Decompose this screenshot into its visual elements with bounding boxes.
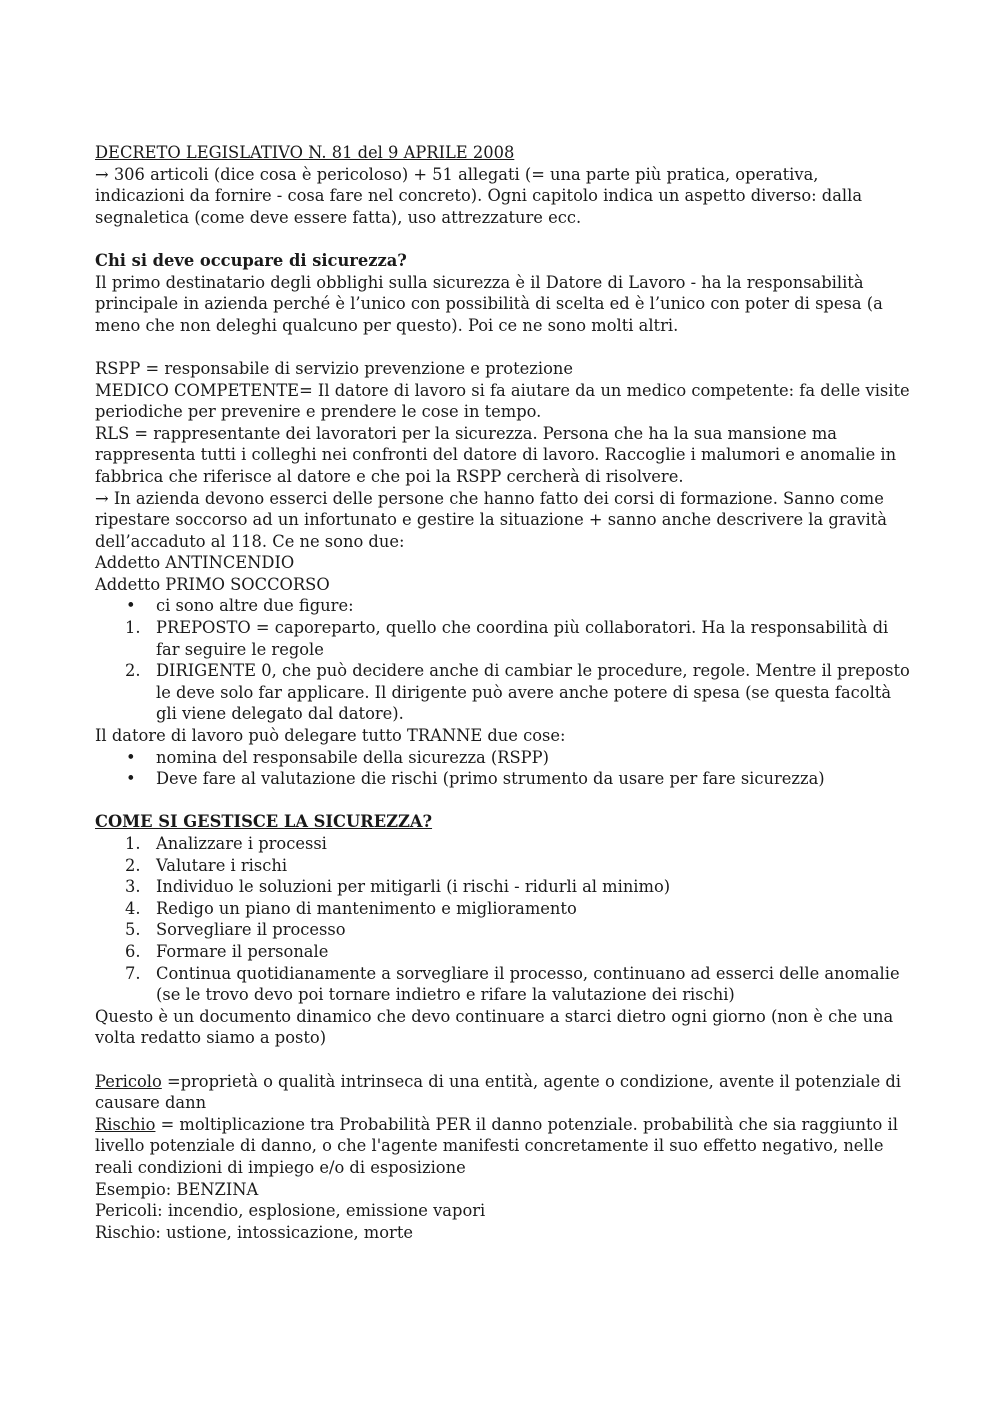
- document-title: DECRETO LEGISLATIVO N. 81 del 9 APRILE 2008: [95, 143, 515, 162]
- number-marker: 3.: [125, 877, 141, 897]
- list-item-text: nomina del responsabile della sicurezza (RSPP): [156, 747, 549, 767]
- definition-text: =proprietà o qualità intrinseca di una entità, agente o condizione, avente il potenziale di causare dann: [95, 1071, 902, 1113]
- bullet-marker: •: [126, 596, 136, 616]
- list-item-text: Valutare i rischi: [156, 855, 288, 875]
- role-medico: MEDICO COMPETENTE= Il datore di lavoro si fa aiutare da un medico competente: fa delle visite periodiche per prevenire e prendere le cose in tempo.: [95, 380, 910, 422]
- number-marker: 5.: [125, 920, 141, 940]
- section-who-paragraph: Il primo destinatario degli obblighi sulla sicurezza è il Datore di Lavoro - ha la responsabilità principale in azienda perché è l’unico con possibilità di scelta ed è l’unico con poter di spesa (a meno che non deleghi qualcuno per questo). Poi ce ne sono molti altri.: [95, 272, 883, 335]
- example-rischio: Rischio: ustione, intossicazione, morte: [95, 1222, 414, 1242]
- list-item-text: PREPOSTO = caporeparto, quello che coordina più collaboratori. Ha la responsabilità di far seguire le regole: [156, 618, 889, 659]
- list-item: [95, 963, 910, 1006]
- spacer: [95, 228, 910, 250]
- list-item-text: Redigo un piano di mantenimento e miglioramento: [156, 898, 577, 918]
- role-addetto-antincendio: Addetto ANTINCENDIO: [95, 553, 295, 573]
- list-item-text: Sorvegliare il processo: [156, 920, 346, 940]
- list-item: [95, 855, 910, 877]
- section-heading-who: Chi si deve occupare di sicurezza?: [95, 250, 407, 270]
- delegation-intro: Il datore di lavoro può delegare tutto TRANNE due cose:: [95, 726, 566, 746]
- bullet-marker: •: [126, 769, 136, 789]
- number-marker: 2.: [125, 661, 141, 681]
- other-figures-bullet-list: [95, 595, 910, 617]
- list-item-text: DIRIGENTE 0, che può decidere anche di cambiar le procedure, regole. Mentre il preposto le deve solo far applicare. Il dirigente può avere anche potere di spesa (se questa facoltà gli viene delegato dal datore).: [156, 661, 910, 724]
- list-item: [95, 747, 910, 769]
- term-rischio: Rischio: [95, 1114, 156, 1134]
- example-line: Esempio: BENZINA: [95, 1179, 259, 1199]
- spacer: [95, 1049, 910, 1071]
- spacer: [95, 336, 910, 358]
- list-item-text: Individuo le soluzioni per mitigarli (i rischi - ridurli al minimo): [156, 877, 671, 897]
- training-paragraph: → In azienda devono esserci delle persone che hanno fatto dei corsi di formazione. Sanno come ripestare soccorso ad un infortunato e gestire la situazione + sanno anche descrivere la gravità dell’accaduto al 118. Ce ne sono due:: [95, 488, 887, 551]
- list-item: [95, 833, 910, 855]
- list-item-text: ci sono altre due figure:: [156, 596, 354, 616]
- bullet-marker: •: [126, 747, 136, 767]
- steps-numbered-list: [95, 833, 910, 1006]
- intro-paragraph: → 306 articoli (dice cosa è pericoloso) + 51 allegati (= una parte più pratica, operativa, indicazioni da fornire - cosa fare nel concreto). Ogni capitolo indica un aspetto diverso: dalla segnaletica (come deve essere fatta), uso attrezzature ecc.: [95, 164, 863, 227]
- number-marker: 2.: [125, 855, 141, 875]
- list-item: [95, 595, 910, 617]
- delegation-bullet-list: [95, 747, 910, 790]
- number-marker: 7.: [125, 963, 141, 983]
- spacer: [95, 790, 910, 812]
- other-figures-numbered-list: [95, 617, 910, 725]
- steps-outro: Questo è un documento dinamico che devo continuare a starci dietro ogni giorno (non è che una volta redatto siamo a posto): [95, 1006, 894, 1048]
- list-item: [95, 941, 910, 963]
- list-item: [95, 876, 910, 898]
- list-item-text: Deve fare al valutazione die rischi (primo strumento da usare per fare sicurezza): [156, 769, 825, 789]
- definition-pericolo: [95, 1071, 910, 1114]
- list-item: [95, 898, 910, 920]
- definition-rischio: [95, 1114, 910, 1179]
- role-rspp: RSPP = responsabile di servizio prevenzione e protezione: [95, 358, 573, 378]
- term-pericolo: Pericolo: [95, 1071, 162, 1091]
- role-addetto-primo-soccorso: Addetto PRIMO SOCCORSO: [95, 574, 330, 594]
- definition-text: = moltiplicazione tra Probabilità PER il danno potenziale. probabilità che sia raggiunto il livello potenziale di danno, o che l'agente manifesti concretamente il suo effetto negativo, nelle reali condizioni di impiego e/o di esposizione: [95, 1114, 898, 1177]
- list-item: [95, 919, 910, 941]
- number-marker: 1.: [125, 618, 141, 638]
- section-heading-how: COME SI GESTISCE LA SICUREZZA?: [95, 812, 433, 832]
- example-pericoli: Pericoli: incendio, esplosione, emissione vapori: [95, 1201, 486, 1221]
- list-item-text: Analizzare i processi: [156, 834, 327, 853]
- list-item-text: Formare il personale: [156, 941, 329, 961]
- list-item: [95, 768, 910, 790]
- list-item-text: Continua quotidianamente a sorvegliare il processo, continuano ad esserci delle anomalie (se le trovo devo poi tornare indietro e rifare la valutazione dei rischi): [156, 963, 900, 1005]
- number-marker: 4.: [125, 898, 141, 918]
- number-marker: 6.: [125, 941, 141, 961]
- role-rls: RLS = rappresentante dei lavoratori per la sicurezza. Persona che ha la sua mansione ma rappresenta tutti i colleghi nei confronti del datore di lavoro. Raccoglie i malumori e anomalie in fabbrica che riferisce al datore e che poi la RSPP cercherà di risolvere.: [95, 423, 897, 486]
- list-item: [95, 660, 910, 725]
- document-body: [95, 142, 910, 1243]
- number-marker: 1.: [125, 834, 141, 853]
- list-item: [95, 617, 910, 660]
